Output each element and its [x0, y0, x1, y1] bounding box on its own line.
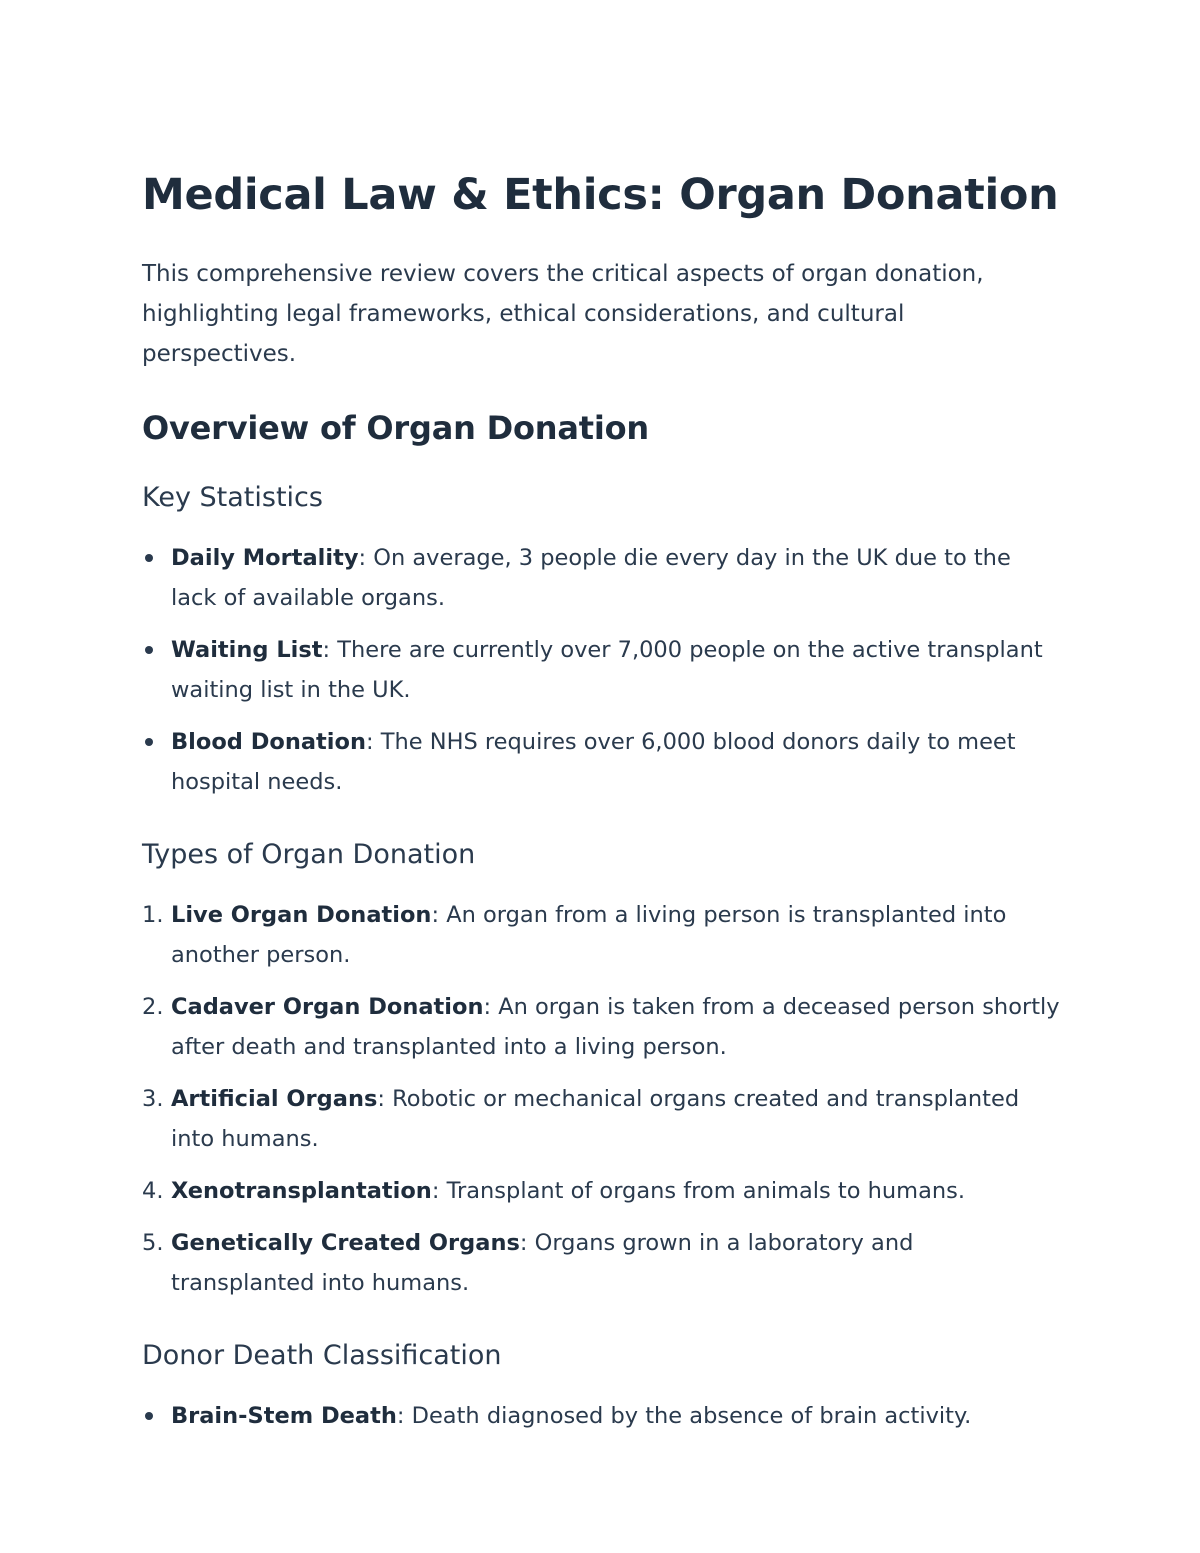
list-item — [142, 722, 1060, 802]
item-term: Daily Mortality — [171, 545, 359, 571]
bullet-icon — [145, 1412, 153, 1420]
section-heading-overview: Overview of Organ Donation — [142, 409, 649, 447]
item-term: Brain-Stem Death — [171, 1403, 397, 1429]
item-number: 4. — [142, 1178, 164, 1204]
bullet-icon — [145, 554, 153, 562]
intro-paragraph: This comprehensive review covers the critical aspects of organ donation, highlighting legal frameworks, ethical considerations, and cultural perspectives. — [142, 261, 984, 367]
item-text: An organ from a living person is transplanted into another person. — [171, 902, 1007, 968]
item-text: Robotic or mechanical organs created and transplanted into humans. — [171, 1086, 1020, 1152]
item-text: An organ is taken from a deceased person shortly after death and transplanted into a living person. — [171, 994, 1060, 1060]
item-separator: : — [377, 1086, 385, 1112]
list-item — [142, 1171, 1060, 1211]
list-item — [142, 1396, 1060, 1436]
item-term: Waiting List — [171, 637, 323, 663]
key-statistics-list — [142, 538, 1060, 802]
list-item — [142, 630, 1060, 710]
item-separator: : — [431, 902, 440, 928]
item-number: 2. — [142, 994, 164, 1020]
item-number: 1. — [142, 902, 164, 928]
item-text: Death diagnosed by the absence of brain activity. — [404, 1403, 972, 1429]
list-item — [142, 1223, 1060, 1303]
item-text: The NHS requires over 6,000 blood donors daily to meet hospital needs. — [171, 729, 1016, 795]
list-item — [142, 538, 1060, 618]
item-term: Cadaver Organ Donation — [171, 994, 484, 1020]
bullet-icon — [145, 738, 153, 746]
item-term: Live Organ Donation — [171, 902, 432, 928]
item-separator: : — [396, 1403, 405, 1429]
item-number: 5. — [142, 1230, 164, 1256]
item-text: Organs grown in a laboratory and transplanted into humans. — [171, 1230, 914, 1296]
item-text: On average, 3 people die every day in the UK due to the lack of available organs. — [171, 545, 1011, 611]
types-list — [142, 895, 1060, 1303]
donor-death-list — [142, 1396, 1060, 1436]
subheading-donor-death-classification: Donor Death Classification — [142, 1340, 502, 1371]
subheading-key-statistics: Key Statistics — [142, 482, 323, 513]
subheading-types-of-organ-donation: Types of Organ Donation — [142, 839, 476, 870]
list-item — [142, 1079, 1060, 1159]
item-term: Blood Donation — [171, 729, 366, 755]
item-separator: : — [483, 994, 492, 1020]
item-term: Artificial Organs — [171, 1086, 378, 1112]
item-number: 3. — [142, 1086, 164, 1112]
item-separator: : — [431, 1178, 440, 1204]
item-separator: : — [322, 637, 331, 663]
document-title: Medical Law & Ethics: Organ Donation — [142, 170, 1059, 220]
item-text: There are currently over 7,000 people on the active transplant waiting list in the UK. — [171, 637, 1043, 703]
item-term: Xenotransplantation — [171, 1178, 432, 1204]
item-term: Genetically Created Organs — [171, 1230, 520, 1256]
item-separator: : — [366, 729, 374, 755]
item-text: Transplant of organs from animals to humans. — [439, 1178, 965, 1204]
item-separator: : — [519, 1230, 528, 1256]
list-item — [142, 987, 1060, 1067]
bullet-icon — [145, 646, 153, 654]
item-separator: : — [358, 545, 367, 571]
list-item — [142, 895, 1060, 975]
